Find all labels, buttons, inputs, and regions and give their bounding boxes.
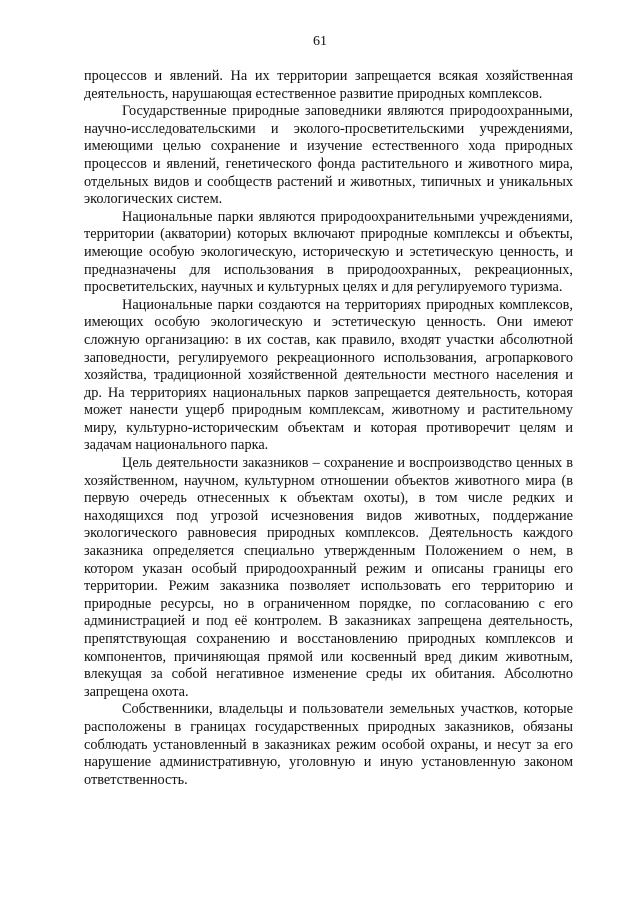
paragraph-national-parks-organization: Национальные парки создаются на территориях природных комплексов, имеющих особую экологическую и эстетическую ценность. Они имеют сложную организацию: в их состав, как правило, входят участки абсолютной заповедности, регулируемого рекреационного использования, агропаркового хозяйства, традиционной хозяйственной деятельности местного населения и др. На территориях национальных парков запрещается деятельность, которая может нанести ущерб природным комплексам, животному и растительному миру, культурно-историческим объектам и которая противоречит целям и задачам национального парка. [84,296,573,454]
text-body [84,68,573,789]
paragraph-continuation: процессов и явлений. На их территории запрещается всякая хозяйственная деятельность, нарушающая естественное развитие природных комплексов. [84,68,573,102]
paragraph-national-parks-definition: Национальные парки являются природоохранительными учреждениями, территории (акватории) которых включают природные комплексы и объекты, имеющие особую экологическую, историческую и эстетическую ценность, и предназначены для использования в природоохранных, рекреационных, просветительских, научных и культурных целях и для регулируемого туризма. [84,208,573,296]
paragraph-sanctuaries: Цель деятельности заказников – сохранение и воспроизводство ценных в хозяйственном, научном, культурном отношении объектов животного мира (в первую очередь отнесенных к объектам охоты), в том числе редких и находящихся под угрозой исчезновения видов животных, поддержание экологического равновесия природных комплексов. Деятельность каждого заказника определяется специально утвержденным Положением о нем, в котором указан особый природоохранный режим и описаны границы его территории. Режим заказника позволяет использовать его территорию и природные ресурсы, но в ограниченном порядке, по согласованию с его администрацией и под её контролем. В заказниках запрещена деятельность, препятствующая сохранению и восстановлению природных комплексов и компонентов, причиняющая прямой или косвенный вред диким животным, влекущая за собой негативное изменение среды их обитания. Абсолютно запрещена охота. [84,455,573,700]
paragraph-reserves: Государственные природные заповедники являются природоохранными, научно-исследовательскими и эколого-просветительскими учреждениями, имеющими целью сохранение и изучение естественного хода природных процессов и явлений, генетического фонда растительного и животного мира, отдельных видов и сообществ растений и животных, типичных и уникальных экологических систем. [84,103,573,208]
page-number: 61 [313,34,327,49]
paragraph-land-owners: Собственники, владельцы и пользователи земельных участков, которые расположены в границах государственных природных заказников, обязаны соблюдать установленный в заказниках режим особой охраны, и несут за его нарушение административную, уголовную и иную установленную законом ответственность. [84,701,573,788]
